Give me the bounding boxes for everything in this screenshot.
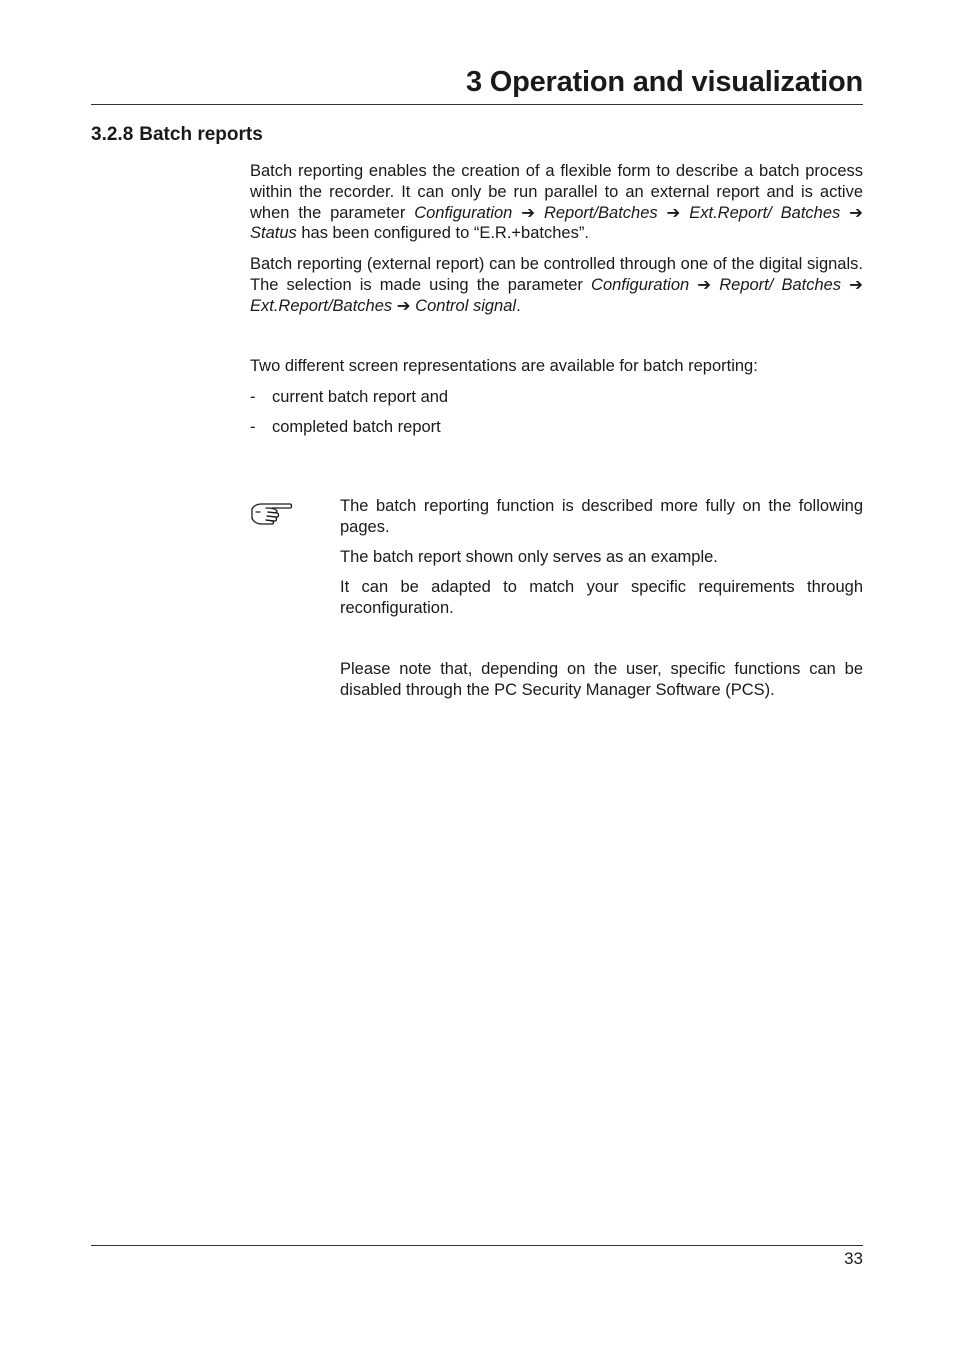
section-title: Batch reports bbox=[139, 124, 263, 145]
chapter-title: 3 Operation and visualization bbox=[465, 66, 863, 98]
param-path-report-batches: Report/ Batches bbox=[719, 275, 842, 294]
paragraph-text: has been configured to “E.R.+batches”. bbox=[296, 224, 589, 243]
param-path-control-signal: Control signal bbox=[415, 296, 517, 315]
arrow-icon: ➔ bbox=[396, 296, 411, 315]
arrow-icon: ➔ bbox=[666, 203, 681, 222]
param-path-configuration: Configuration bbox=[591, 275, 690, 294]
param-path-configuration: Configuration bbox=[414, 203, 513, 222]
section-heading bbox=[91, 124, 263, 146]
note-line: The batch report shown only serves as an example. bbox=[340, 548, 718, 566]
footer-rule bbox=[91, 1245, 863, 1246]
paragraph-text: Two different screen representations are available for batch reporting: bbox=[250, 357, 758, 375]
param-path-ext-report: Ext.Report/Batches bbox=[250, 296, 393, 315]
list-item bbox=[250, 417, 863, 438]
note-text bbox=[340, 577, 863, 619]
arrow-icon: ➔ bbox=[697, 275, 712, 294]
list-item bbox=[250, 387, 863, 408]
note-text bbox=[340, 659, 863, 701]
note-line: It can be adapted to match your specific requirements through reconfiguration. bbox=[340, 578, 863, 617]
list-item-text: current batch report and bbox=[272, 388, 449, 406]
paragraph-text: Batch reporting (external report) can be controlled through one of the digital signals. The selection is made using the parameter bbox=[250, 255, 863, 294]
param-path-report-batches: Report/Batches bbox=[543, 203, 658, 222]
section-number: 3.2.8 bbox=[91, 124, 134, 145]
page-number: 33 bbox=[844, 1249, 863, 1268]
arrow-icon: ➔ bbox=[521, 203, 536, 222]
paragraph-text: Batch reporting enables the creation of a flexible form to describe a batch process within the recorder. It can only be run parallel to an external report and is active when the parameter bbox=[250, 162, 863, 222]
note-text bbox=[340, 547, 863, 568]
note-text bbox=[340, 496, 863, 538]
list-bullet: - bbox=[250, 388, 256, 406]
param-path-status: Status bbox=[250, 224, 297, 243]
paragraph-batch-intro bbox=[250, 161, 863, 244]
header-rule bbox=[91, 104, 863, 105]
arrow-icon: ➔ bbox=[849, 275, 863, 294]
note-line: Please note that, depending on the user, specific functions can be disabled through the PC Security Manager Software (PCS). bbox=[340, 660, 863, 699]
paragraph-screen-representations bbox=[250, 356, 863, 377]
arrow-icon: ➔ bbox=[849, 203, 863, 222]
param-path-ext-report: Ext.Report/ Batches bbox=[689, 203, 841, 222]
list-bullet: - bbox=[250, 418, 256, 436]
paragraph-text: . bbox=[516, 296, 521, 315]
pointing-hand-icon bbox=[250, 500, 294, 526]
paragraph-control-signal bbox=[250, 254, 863, 316]
note-line: The batch reporting function is described more fully on the following pages. bbox=[340, 497, 863, 536]
list-item-text: completed batch report bbox=[272, 418, 441, 436]
